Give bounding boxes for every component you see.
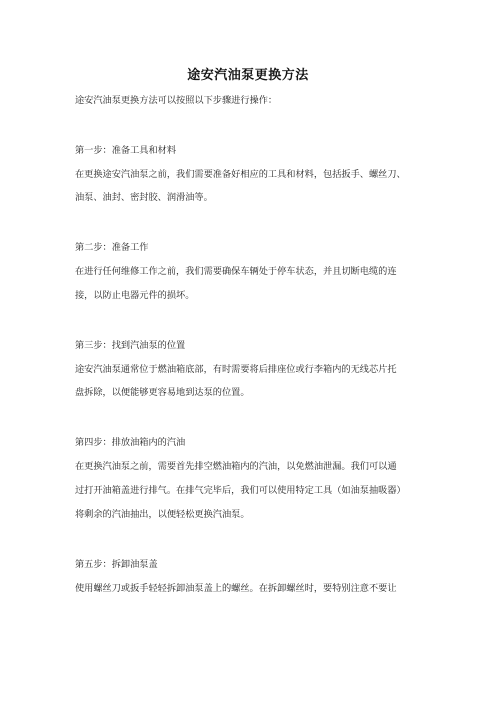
step-5-line-1: 使用螺丝刀或扳手轻轻拆卸油泵盖上的螺丝。在拆卸螺丝时，要特别注意不要让 [75,583,397,594]
step-3-line-2: 盘拆除，以便能够更容易地到达泵的位置。 [75,387,250,398]
step-3-heading: 第三步：找到汽油泵的位置 [75,340,186,351]
step-4-line-3: 将剩余的汽油抽出，以便轻松更换汽油泵。 [75,509,250,520]
document-title: 途安汽油泵更换方法 [187,68,309,83]
step-1-line-1: 在更换途安汽油泵之前，我们需要准备好相应的工具和材料，包括扳手、螺丝刀、 [75,169,406,180]
step-1-line-2: 油泵、油封、密封胶、润滑油等。 [75,192,213,203]
step-4-heading: 第四步：排放油箱内的汽油 [75,437,186,448]
step-4-line-2: 过打开油箱盖进行排气。在排气完毕后，我们可以使用特定工具（如油泵抽吸器） [75,485,406,496]
step-1-heading: 第一步：准备工具和材料 [75,145,177,156]
step-2-line-2: 接，以防止电器元件的损坏。 [75,290,195,301]
step-2-heading: 第二步：准备工作 [75,242,149,253]
intro-text: 途安汽油泵更换方法可以按照以下步骤进行操作： [75,95,278,106]
step-3-line-1: 途安汽油泵通常位于燃油箱底部，有时需要将后排座位或行李箱内的无线芯片托 [75,364,397,375]
step-2-line-1: 在进行任何维修工作之前，我们需要确保车辆处于停车状态，并且切断电缆的连 [75,266,397,277]
step-4-line-1: 在更换汽油泵之前，需要首先排空燃油箱内的汽油，以免燃油泄漏。我们可以通 [75,461,397,472]
step-5-heading: 第五步：拆卸油泵盖 [75,559,158,570]
